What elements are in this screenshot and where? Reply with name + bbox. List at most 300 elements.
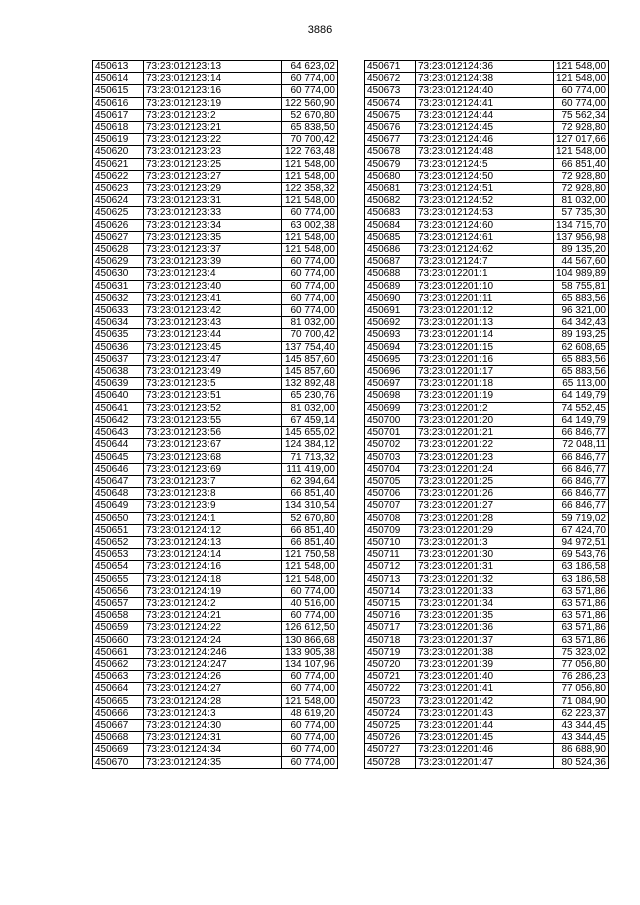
- cadastral-number-cell: 73:23:012201:23: [416, 451, 554, 463]
- table-row: [93, 524, 338, 536]
- cadastral-number-cell: 73:23:012201:43: [416, 707, 554, 719]
- record-id-cell: 450670: [93, 756, 144, 768]
- record-id-cell: 450690: [365, 292, 416, 304]
- amount-cell: 57 735,30: [554, 207, 609, 219]
- table-row: [93, 268, 338, 280]
- amount-cell: 72 928,80: [554, 170, 609, 182]
- record-id-cell: 450652: [93, 536, 144, 548]
- cadastral-number-cell: 73:23:012124:7: [416, 256, 554, 268]
- amount-cell: 60 774,00: [282, 207, 338, 219]
- record-id-cell: 450698: [365, 390, 416, 402]
- amount-cell: 145 655,02: [282, 427, 338, 439]
- amount-cell: 58 755,81: [554, 280, 609, 292]
- amount-cell: 77 056,80: [554, 683, 609, 695]
- cadastral-number-cell: 73:23:012124:40: [416, 85, 554, 97]
- cadastral-number-cell: 73:23:012124:246: [144, 646, 282, 658]
- table-row: [365, 146, 609, 158]
- table-row: [93, 146, 338, 158]
- table-row: [365, 439, 609, 451]
- table-row: [365, 744, 609, 756]
- cadastral-number-cell: 73:23:012123:33: [144, 207, 282, 219]
- amount-cell: 134 107,96: [282, 658, 338, 670]
- table-row: [93, 561, 338, 573]
- cadastral-number-cell: 73:23:012123:23: [144, 146, 282, 158]
- cadastral-number-cell: 73:23:012201:40: [416, 671, 554, 683]
- amount-cell: 121 548,00: [282, 170, 338, 182]
- record-id-cell: 450643: [93, 427, 144, 439]
- record-id-cell: 450711: [365, 549, 416, 561]
- table-row: [93, 390, 338, 402]
- cadastral-number-cell: 73:23:012124:21: [144, 610, 282, 622]
- table-row: [93, 353, 338, 365]
- amount-cell: 66 846,77: [554, 427, 609, 439]
- cadastral-number-cell: 73:23:012124:24: [144, 634, 282, 646]
- record-id-cell: 450639: [93, 378, 144, 390]
- amount-cell: 66 846,77: [554, 488, 609, 500]
- amount-cell: 60 774,00: [282, 268, 338, 280]
- table-row: [93, 610, 338, 622]
- table-row: [365, 305, 609, 317]
- amount-cell: 81 032,00: [282, 317, 338, 329]
- table-row: [93, 219, 338, 231]
- table-row: [365, 207, 609, 219]
- table-row: [365, 329, 609, 341]
- table-row: [93, 61, 338, 73]
- record-id-cell: 450687: [365, 256, 416, 268]
- table-row: [93, 366, 338, 378]
- record-id-cell: 450614: [93, 73, 144, 85]
- amount-cell: 52 670,80: [282, 512, 338, 524]
- cadastral-number-cell: 73:23:012124:19: [144, 585, 282, 597]
- cadastral-number-cell: 73:23:012124:13: [144, 536, 282, 548]
- record-id-cell: 450646: [93, 463, 144, 475]
- record-id-cell: 450633: [93, 305, 144, 317]
- record-id-cell: 450704: [365, 463, 416, 475]
- amount-cell: 74 552,45: [554, 402, 609, 414]
- amount-cell: 130 866,68: [282, 634, 338, 646]
- table-row: [365, 402, 609, 414]
- record-id-cell: 450686: [365, 244, 416, 256]
- amount-cell: 70 700,42: [282, 329, 338, 341]
- amount-cell: 60 774,00: [282, 85, 338, 97]
- amount-cell: 62 608,65: [554, 341, 609, 353]
- record-id-cell: 450699: [365, 402, 416, 414]
- cadastral-number-cell: 73:23:012201:26: [416, 488, 554, 500]
- table-row: [365, 658, 609, 670]
- table-row: [365, 451, 609, 463]
- table-row: [365, 634, 609, 646]
- table-row: [365, 378, 609, 390]
- amount-cell: 132 892,48: [282, 378, 338, 390]
- table-row: [93, 158, 338, 170]
- cadastral-number-cell: 73:23:012201:33: [416, 585, 554, 597]
- amount-cell: 62 394,64: [282, 475, 338, 487]
- cadastral-number-cell: 73:23:012201:31: [416, 561, 554, 573]
- table-row: [365, 109, 609, 121]
- record-id-cell: 450624: [93, 195, 144, 207]
- table-row: [93, 463, 338, 475]
- table-row: [93, 683, 338, 695]
- table-row: [365, 280, 609, 292]
- amount-cell: 75 562,34: [554, 109, 609, 121]
- amount-cell: 63 571,86: [554, 610, 609, 622]
- cadastral-number-cell: 73:23:012123:52: [144, 402, 282, 414]
- cadastral-number-cell: 73:23:012123:37: [144, 244, 282, 256]
- table-row: [93, 634, 338, 646]
- cadastral-number-cell: 73:23:012201:28: [416, 512, 554, 524]
- cadastral-number-cell: 73:23:012201:18: [416, 378, 554, 390]
- record-id-cell: 450685: [365, 231, 416, 243]
- record-id-cell: 450669: [93, 744, 144, 756]
- amount-cell: 70 700,42: [282, 134, 338, 146]
- record-id-cell: 450680: [365, 170, 416, 182]
- table-row: [365, 390, 609, 402]
- amount-cell: 63 571,86: [554, 634, 609, 646]
- amount-cell: 66 846,77: [554, 500, 609, 512]
- record-id-cell: 450710: [365, 536, 416, 548]
- record-id-cell: 450701: [365, 427, 416, 439]
- cadastral-number-cell: 73:23:012123:29: [144, 183, 282, 195]
- table-row: [93, 122, 338, 134]
- amount-cell: 76 286,23: [554, 671, 609, 683]
- amount-cell: 121 548,00: [282, 158, 338, 170]
- cadastral-number-cell: 73:23:012123:16: [144, 85, 282, 97]
- record-id-cell: 450675: [365, 109, 416, 121]
- amount-cell: 81 032,00: [554, 195, 609, 207]
- cadastral-number-cell: 73:23:012123:8: [144, 488, 282, 500]
- amount-cell: 96 321,00: [554, 305, 609, 317]
- record-id-cell: 450619: [93, 134, 144, 146]
- amount-cell: 64 149,79: [554, 390, 609, 402]
- record-id-cell: 450724: [365, 707, 416, 719]
- record-id-cell: 450649: [93, 500, 144, 512]
- cadastral-number-cell: 73:23:012123:41: [144, 292, 282, 304]
- record-id-cell: 450642: [93, 414, 144, 426]
- cadastral-number-cell: 73:23:012123:22: [144, 134, 282, 146]
- record-id-cell: 450630: [93, 268, 144, 280]
- cadastral-number-cell: 73:23:012201:1: [416, 268, 554, 280]
- amount-cell: 145 857,60: [282, 366, 338, 378]
- record-id-cell: 450620: [93, 146, 144, 158]
- record-id-cell: 450692: [365, 317, 416, 329]
- amount-cell: 94 972,51: [554, 536, 609, 548]
- table-row: [365, 671, 609, 683]
- amount-cell: 48 619,20: [282, 707, 338, 719]
- amount-cell: 60 774,00: [282, 719, 338, 731]
- cadastral-number-cell: 73:23:012124:34: [144, 744, 282, 756]
- table-row: [365, 183, 609, 195]
- amount-cell: 60 774,00: [282, 683, 338, 695]
- amount-cell: 75 323,02: [554, 646, 609, 658]
- ledger-body-left: [93, 61, 338, 769]
- cadastral-number-cell: 73:23:012124:51: [416, 183, 554, 195]
- amount-cell: 65 113,00: [554, 378, 609, 390]
- record-id-cell: 450660: [93, 634, 144, 646]
- table-row: [93, 207, 338, 219]
- record-id-cell: 450622: [93, 170, 144, 182]
- cadastral-number-cell: 73:23:012123:49: [144, 366, 282, 378]
- cadastral-number-cell: 73:23:012123:42: [144, 305, 282, 317]
- record-id-cell: 450647: [93, 475, 144, 487]
- record-id-cell: 450693: [365, 329, 416, 341]
- record-id-cell: 450719: [365, 646, 416, 658]
- cadastral-number-cell: 73:23:012124:22: [144, 622, 282, 634]
- amount-cell: 43 344,45: [554, 732, 609, 744]
- amount-cell: 121 548,00: [282, 561, 338, 573]
- table-row: [365, 549, 609, 561]
- cadastral-number-cell: 73:23:012123:44: [144, 329, 282, 341]
- table-row: [365, 512, 609, 524]
- cadastral-number-cell: 73:23:012123:56: [144, 427, 282, 439]
- record-id-cell: 450623: [93, 183, 144, 195]
- table-row: [365, 61, 609, 73]
- amount-cell: 62 223,37: [554, 707, 609, 719]
- amount-cell: 121 548,00: [282, 195, 338, 207]
- cadastral-number-cell: 73:23:012123:40: [144, 280, 282, 292]
- table-row: [93, 707, 338, 719]
- amount-cell: 67 459,14: [282, 414, 338, 426]
- record-id-cell: 450653: [93, 549, 144, 561]
- record-id-cell: 450679: [365, 158, 416, 170]
- cadastral-number-cell: 73:23:012124:3: [144, 707, 282, 719]
- cadastral-number-cell: 73:23:012124:45: [416, 122, 554, 134]
- cadastral-number-cell: 73:23:012123:47: [144, 353, 282, 365]
- cadastral-number-cell: 73:23:012124:26: [144, 671, 282, 683]
- table-row: [365, 732, 609, 744]
- table-row: [93, 512, 338, 524]
- table-row: [365, 719, 609, 731]
- amount-cell: 60 774,00: [282, 305, 338, 317]
- amount-cell: 66 851,40: [282, 524, 338, 536]
- table-row: [93, 317, 338, 329]
- amount-cell: 60 774,00: [282, 756, 338, 768]
- cadastral-number-cell: 73:23:012201:10: [416, 280, 554, 292]
- amount-cell: 60 774,00: [282, 610, 338, 622]
- cadastral-number-cell: 73:23:012124:44: [416, 109, 554, 121]
- ledger-body-right: [365, 61, 609, 769]
- cadastral-number-cell: 73:23:012123:13: [144, 61, 282, 73]
- amount-cell: 134 715,70: [554, 219, 609, 231]
- cadastral-number-cell: 73:23:012201:20: [416, 414, 554, 426]
- table-row: [93, 744, 338, 756]
- table-row: [365, 317, 609, 329]
- cadastral-number-cell: 73:23:012124:35: [144, 756, 282, 768]
- table-row: [93, 719, 338, 731]
- cadastral-number-cell: 73:23:012201:27: [416, 500, 554, 512]
- table-row: [93, 85, 338, 97]
- table-row: [93, 597, 338, 609]
- table-row: [365, 683, 609, 695]
- table-row: [93, 329, 338, 341]
- amount-cell: 121 548,00: [282, 244, 338, 256]
- record-id-cell: 450656: [93, 585, 144, 597]
- cadastral-number-cell: 73:23:012124:60: [416, 219, 554, 231]
- record-id-cell: 450667: [93, 719, 144, 731]
- table-row: [93, 170, 338, 182]
- table-row: [365, 256, 609, 268]
- amount-cell: 127 017,66: [554, 134, 609, 146]
- ledger-table-right: [364, 60, 609, 769]
- cadastral-number-cell: 73:23:012124:36: [416, 61, 554, 73]
- amount-cell: 64 342,43: [554, 317, 609, 329]
- amount-cell: 60 774,00: [282, 744, 338, 756]
- record-id-cell: 450613: [93, 61, 144, 73]
- record-id-cell: 450713: [365, 573, 416, 585]
- record-id-cell: 450644: [93, 439, 144, 451]
- amount-cell: 72 928,80: [554, 122, 609, 134]
- table-row: [93, 488, 338, 500]
- record-id-cell: 450676: [365, 122, 416, 134]
- record-id-cell: 450636: [93, 341, 144, 353]
- record-id-cell: 450673: [365, 85, 416, 97]
- amount-cell: 122 763,48: [282, 146, 338, 158]
- cadastral-number-cell: 73:23:012123:55: [144, 414, 282, 426]
- table-row: [365, 488, 609, 500]
- amount-cell: 65 838,50: [282, 122, 338, 134]
- cadastral-number-cell: 73:23:012124:28: [144, 695, 282, 707]
- table-row: [93, 500, 338, 512]
- cadastral-number-cell: 73:23:012201:16: [416, 353, 554, 365]
- cadastral-number-cell: 73:23:012123:9: [144, 500, 282, 512]
- cadastral-number-cell: 73:23:012201:14: [416, 329, 554, 341]
- record-id-cell: 450714: [365, 585, 416, 597]
- cadastral-number-cell: 73:23:012123:4: [144, 268, 282, 280]
- record-id-cell: 450662: [93, 658, 144, 670]
- record-id-cell: 450683: [365, 207, 416, 219]
- table-row: [93, 585, 338, 597]
- cadastral-number-cell: 73:23:012123:31: [144, 195, 282, 207]
- table-row: [365, 231, 609, 243]
- record-id-cell: 450728: [365, 756, 416, 768]
- table-row: [93, 536, 338, 548]
- cadastral-number-cell: 73:23:012201:11: [416, 292, 554, 304]
- cadastral-number-cell: 73:23:012123:21: [144, 122, 282, 134]
- cadastral-number-cell: 73:23:012124:50: [416, 170, 554, 182]
- amount-cell: 104 989,89: [554, 268, 609, 280]
- record-id-cell: 450668: [93, 732, 144, 744]
- record-id-cell: 450717: [365, 622, 416, 634]
- amount-cell: 89 193,25: [554, 329, 609, 341]
- table-row: [93, 732, 338, 744]
- cadastral-number-cell: 73:23:012201:19: [416, 390, 554, 402]
- amount-cell: 60 774,00: [282, 280, 338, 292]
- table-row: [365, 414, 609, 426]
- record-id-cell: 450658: [93, 610, 144, 622]
- amount-cell: 65 230,76: [282, 390, 338, 402]
- amount-cell: 89 135,20: [554, 244, 609, 256]
- record-id-cell: 450681: [365, 183, 416, 195]
- record-id-cell: 450725: [365, 719, 416, 731]
- amount-cell: 52 670,80: [282, 109, 338, 121]
- table-row: [93, 256, 338, 268]
- ledger-table-left: [92, 60, 338, 769]
- cadastral-number-cell: 73:23:012201:35: [416, 610, 554, 622]
- cadastral-number-cell: 73:23:012123:34: [144, 219, 282, 231]
- table-row: [93, 549, 338, 561]
- amount-cell: 66 851,40: [282, 488, 338, 500]
- cadastral-number-cell: 73:23:012124:52: [416, 195, 554, 207]
- cadastral-number-cell: 73:23:012201:30: [416, 549, 554, 561]
- amount-cell: 63 571,86: [554, 597, 609, 609]
- amount-cell: 122 358,32: [282, 183, 338, 195]
- amount-cell: 121 548,00: [554, 146, 609, 158]
- cadastral-number-cell: 73:23:012124:1: [144, 512, 282, 524]
- record-id-cell: 450707: [365, 500, 416, 512]
- amount-cell: 77 056,80: [554, 658, 609, 670]
- cadastral-number-cell: 73:23:012201:13: [416, 317, 554, 329]
- amount-cell: 40 516,00: [282, 597, 338, 609]
- record-id-cell: 450705: [365, 475, 416, 487]
- table-row: [93, 439, 338, 451]
- table-row: [365, 500, 609, 512]
- record-id-cell: 450631: [93, 280, 144, 292]
- cadastral-number-cell: 73:23:012201:17: [416, 366, 554, 378]
- record-id-cell: 450637: [93, 353, 144, 365]
- amount-cell: 126 612,50: [282, 622, 338, 634]
- cadastral-number-cell: 73:23:012201:37: [416, 634, 554, 646]
- amount-cell: 66 851,40: [282, 536, 338, 548]
- table-row: [365, 463, 609, 475]
- amount-cell: 44 567,60: [554, 256, 609, 268]
- record-id-cell: 450716: [365, 610, 416, 622]
- table-row: [365, 475, 609, 487]
- amount-cell: 60 774,00: [282, 585, 338, 597]
- amount-cell: 137 956,98: [554, 231, 609, 243]
- cadastral-number-cell: 73:23:012124:31: [144, 732, 282, 744]
- record-id-cell: 450674: [365, 97, 416, 109]
- table-row: [93, 97, 338, 109]
- table-row: [93, 658, 338, 670]
- cadastral-number-cell: 73:23:012201:34: [416, 597, 554, 609]
- amount-cell: 59 719,02: [554, 512, 609, 524]
- cadastral-number-cell: 73:23:012123:7: [144, 475, 282, 487]
- table-row: [93, 622, 338, 634]
- cadastral-number-cell: 73:23:012124:46: [416, 134, 554, 146]
- cadastral-number-cell: 73:23:012201:22: [416, 439, 554, 451]
- record-id-cell: 450640: [93, 390, 144, 402]
- table-row: [365, 268, 609, 280]
- amount-cell: 121 750,58: [282, 549, 338, 561]
- cadastral-number-cell: 73:23:012201:36: [416, 622, 554, 634]
- cadastral-number-cell: 73:23:012201:2: [416, 402, 554, 414]
- record-id-cell: 450626: [93, 219, 144, 231]
- table-row: [93, 183, 338, 195]
- record-id-cell: 450655: [93, 573, 144, 585]
- table-row: [365, 158, 609, 170]
- table-row: [365, 85, 609, 97]
- record-id-cell: 450688: [365, 268, 416, 280]
- record-id-cell: 450650: [93, 512, 144, 524]
- amount-cell: 71 713,32: [282, 451, 338, 463]
- table-row: [93, 475, 338, 487]
- table-row: [93, 646, 338, 658]
- record-id-cell: 450657: [93, 597, 144, 609]
- record-id-cell: 450627: [93, 231, 144, 243]
- table-row: [365, 536, 609, 548]
- amount-cell: 72 928,80: [554, 183, 609, 195]
- table-row: [365, 292, 609, 304]
- amount-cell: 121 548,00: [554, 73, 609, 85]
- record-id-cell: 450696: [365, 366, 416, 378]
- table-row: [93, 134, 338, 146]
- cadastral-number-cell: 73:23:012124:53: [416, 207, 554, 219]
- record-id-cell: 450618: [93, 122, 144, 134]
- amount-cell: 60 774,00: [554, 97, 609, 109]
- amount-cell: 86 688,90: [554, 744, 609, 756]
- table-row: [365, 97, 609, 109]
- cadastral-number-cell: 73:23:012123:67: [144, 439, 282, 451]
- record-id-cell: 450715: [365, 597, 416, 609]
